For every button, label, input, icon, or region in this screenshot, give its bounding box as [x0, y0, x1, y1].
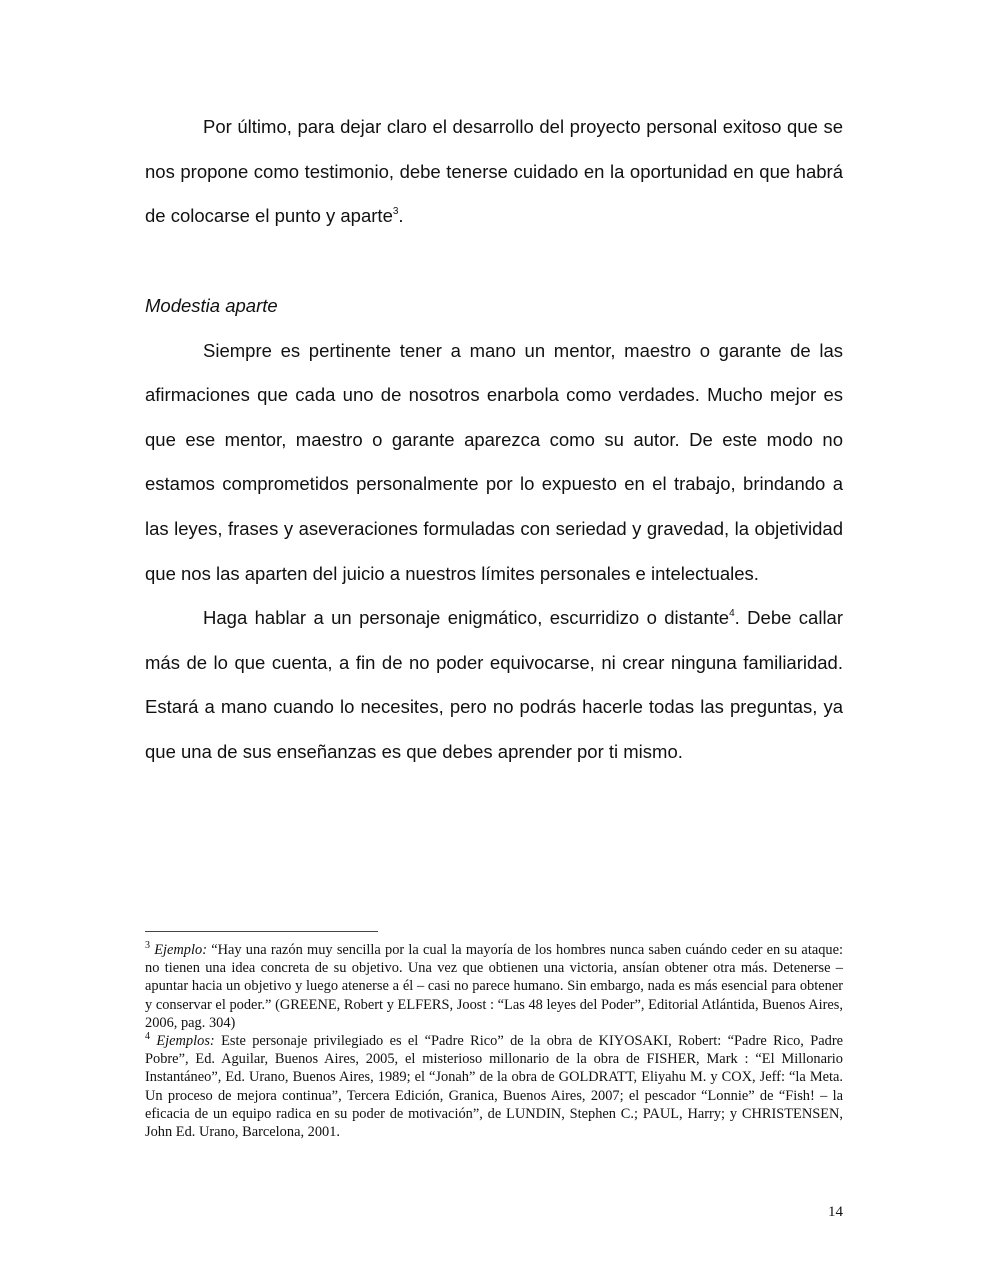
paragraph-personaje	[145, 596, 843, 774]
footnote-reference-3[interactable]: 3	[392, 206, 399, 218]
section-modestia-aparte	[145, 284, 843, 775]
footnote-label: Ejemplo:	[154, 942, 207, 958]
footnote-text: “Hay una razón muy sencilla por la cual la mayoría de los hombres nunca saben cuándo ceder en su ataque: no tienen una idea concreta de su objetivo. Una vez que obtienen una victoria, ansían obtener otra más. Detenerse – apuntar hacia un objetivo y luego atenerse a él – casi no parece humano. Sin embargo, nada es más esencial para obtener y conservar el poder.” (GREENE, Robert y ELFERS, Joost : “Las 48 leyes del Poder”, Editorial Atlántida, Buenos Aires, 2006, pag. 304)	[145, 942, 843, 1031]
footnote-separator	[145, 931, 378, 932]
footnote-label: Ejemplos:	[156, 1033, 215, 1050]
footnote-reference-4[interactable]: 4	[729, 608, 735, 619]
paragraph-text: Haga hablar a un personaje enigmático, escurridizo o distante	[203, 607, 730, 629]
footnote-3	[145, 941, 843, 1032]
paragraph-text: Por último, para dejar claro el desarrollo del proyecto personal exitoso que se nos propone como testimonio, debe tenerse cuidado en la oportunidad en que habrá de colocarse el punto y aparte	[145, 116, 843, 227]
paragraph-tail: . Debe callar más de lo que cuenta, a fin de no poder equivocarse, ni crear ninguna familiaridad. Estará a mano cuando lo necesites, pero no podrás hacerle todas las preguntas, ya que una de sus enseñanzas es que debes aprender por ti mismo.	[145, 607, 844, 762]
paragraph-mentor: Siempre es pertinente tener a mano un mentor, maestro o garante de las afirmaciones que cada uno de nosotros enarbola como verdades. Mucho mejor es que ese mentor, maestro o garante aparezca como su autor. De este modo no estamos comprometidos personalmente por lo expuesto en el trabajo, brindando a las leyes, frases y aseveraciones formuladas con seriedad y gravedad, la objetividad que nos las aparten del juicio a nuestros límites personales e intelectuales.	[145, 339, 843, 584]
section-heading: Modestia aparte	[145, 295, 278, 316]
paragraph-tail: .	[398, 205, 404, 227]
footnote-4	[145, 1032, 843, 1141]
section-closing	[145, 105, 843, 239]
footnote-number: 3	[145, 940, 150, 952]
page-number: 14	[828, 1204, 843, 1220]
footnote-number: 4	[145, 1031, 150, 1043]
footnote-text: Este personaje privilegiado es el “Padre Rico” de la obra de KIYOSAKI, Robert: “Padre Rico, Padre Pobre”, Ed. Aguilar, Buenos Aires, 2005, el misterioso millonario de la obra de FISHER, Mark : “El Millonario Instantáneo”, Ed. Urano, Buenos Aires, 1989; el “Jonah” de la obra de GOLDRATT, Eliyahu M. y COX, Jeff: “la Meta. Un proceso de mejora continua”, Tercera Edición, Granica, Buenos Aires, 2007; el pescador “Lonnie” de “Fish! – la eficacia de un equipo radica en su poder de motivación”, de LUNDIN, Stephen C.; PAUL, Harry; y CHRISTENSEN, John Ed. Urano, Barcelona, 2001.	[145, 1033, 843, 1141]
footnotes	[145, 941, 843, 1141]
paragraph-punto-y-aparte	[145, 105, 843, 239]
